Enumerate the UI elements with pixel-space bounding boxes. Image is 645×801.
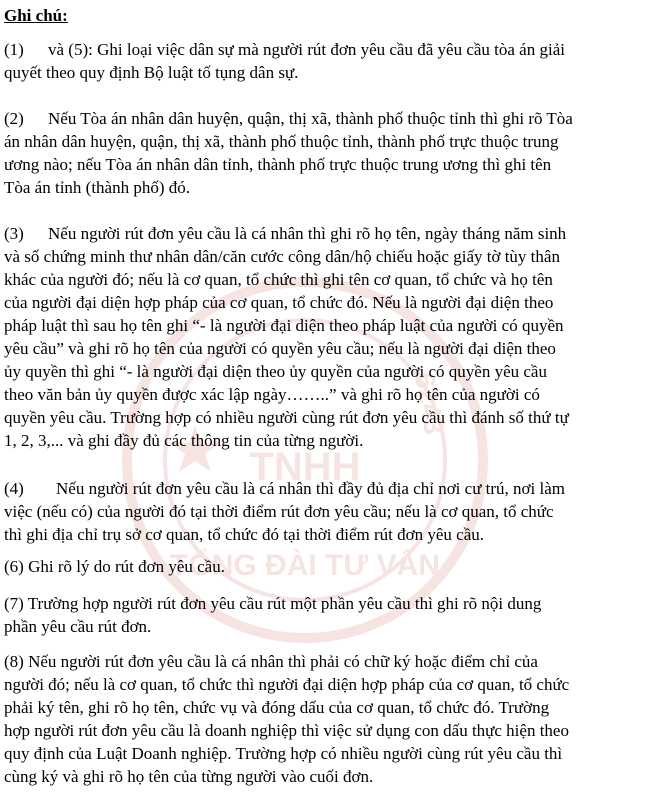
note-2-line-4: Tòa án tỉnh (thành phố) đó. [4,178,191,197]
note-4-number: (4) [4,479,24,498]
note-2-line-3: ương nào; nếu Tòa án nhân dân tỉnh, thành phố trực thuộc trung ương thì ghi tên [4,155,552,174]
watermark-text-2: TỔNG ĐÀI TƯ VẤN [170,549,440,582]
note-8-line-4: hợp người rút đơn yêu cầu là doanh nghiệp thì việc sử dụng con dấu thực hiện theo [4,721,569,740]
note-1-line-2: quyết theo quy định Bộ luật tố tụng dân sự. [4,63,299,82]
note-4-line-1: (4) Nếu người rút đơn yêu cầu là cá nhân thì đầy đủ địa chỉ nơi cư trú, nơi làm [4,479,566,498]
note-4-line-2: việc (nếu có) của người đó tại thời điểm rút đơn yêu cầu; nếu là cơ quan, tổ chức [4,502,554,521]
note-6-line-1: (6) Ghi rõ lý do rút đơn yêu cầu. [4,557,225,576]
note-7-line-1: (7) Trường hợp người rút đơn yêu cầu rút một phần yêu cầu thì ghi rõ nội dung [4,594,542,613]
note-3-line-3: khác của người đó; nếu là cơ quan, tổ chức thì ghi tên cơ quan, tổ chức và họ tên [4,270,553,289]
note-3-line-6: yêu cầu” và ghi rõ họ tên của người có quyền yêu cầu; nếu là người đại diện theo [4,339,556,358]
note-3-line-10: 1, 2, 3,... và ghi đầy đủ các thông tin của từng người. [4,431,364,450]
note-3-line-7: ủy quyền thì ghi “- là người đại diện theo ủy quyền của người có quyền yêu cầu [4,362,547,381]
watermark-text-3: 6243 [408,369,451,437]
note-1-line-1: (1) và (5): Ghi loại việc dân sự mà người rút đơn yêu cầu đã yêu cầu tòa án giải [4,40,565,59]
note-2-line-2: án nhân dân huyện, quận, thị xã, thành phố thuộc tỉnh, thành phố trực thuộc trung [4,132,559,151]
note-8-line-3: phải ký tên, ghi rõ họ tên, chức vụ và đóng dấu của cơ quan, tổ chức đó. Trường [4,698,550,717]
watermark-text-1: TNHH [249,445,361,489]
note-8-line-6: cùng ký và ghi rõ họ tên của từng người vào cuối đơn. [4,767,374,786]
note-2-number: (2) [4,109,24,128]
note-3-line-4: của người đại diện hợp pháp của cơ quan, tổ chức đó. Nếu là người đại diện theo [4,293,554,312]
note-3-line-2: và số chứng minh thư nhân dân/căn cước công dân/hộ chiếu hoặc giấy tờ tùy thân [4,247,560,266]
note-8-line-5: quy định của Luật Doanh nghiệp. Trường hợp có nhiều người cùng rút yêu cầu thì [4,744,563,763]
note-1-number: (1) [4,40,24,59]
note-4-line-3: thì ghi địa chỉ trụ sở cơ quan, tổ chức đó tại thời điểm rút đơn yêu cầu. [4,525,484,544]
note-2-line-1: (2) Nếu Tòa án nhân dân huyện, quận, thị xã, thành phố thuộc tỉnh thì ghi rõ Tòa [4,109,573,128]
notes-heading: Ghi chú: [4,6,68,25]
note-7-line-2: phần yêu cầu rút đơn. [4,617,152,636]
note-3-line-1: (3) Nếu người rút đơn yêu cầu là cá nhân thì ghi rõ họ tên, ngày tháng năm sinh [4,224,567,243]
note-3-line-5: pháp luật thì sau họ tên ghi “- là người đại diện theo pháp luật của người có quyền [4,316,564,335]
note-3-line-9: quyền yêu cầu. Trường hợp có nhiều người cùng rút đơn yêu cầu thì đánh số thứ tự [4,408,569,427]
note-8-line-1: (8) Nếu người rút đơn yêu cầu là cá nhân thì phải có chữ ký hoặc điểm chỉ của [4,652,538,671]
note-3-line-8: theo văn bản ủy quyền được xác lập ngày……..” và ghi rõ họ tên của người có [4,385,540,404]
note-8-line-2: người đó; nếu là cơ quan, tổ chức thì người đại diện hợp pháp của cơ quan, tổ chức [4,675,570,694]
note-3-number: (3) [4,224,24,243]
